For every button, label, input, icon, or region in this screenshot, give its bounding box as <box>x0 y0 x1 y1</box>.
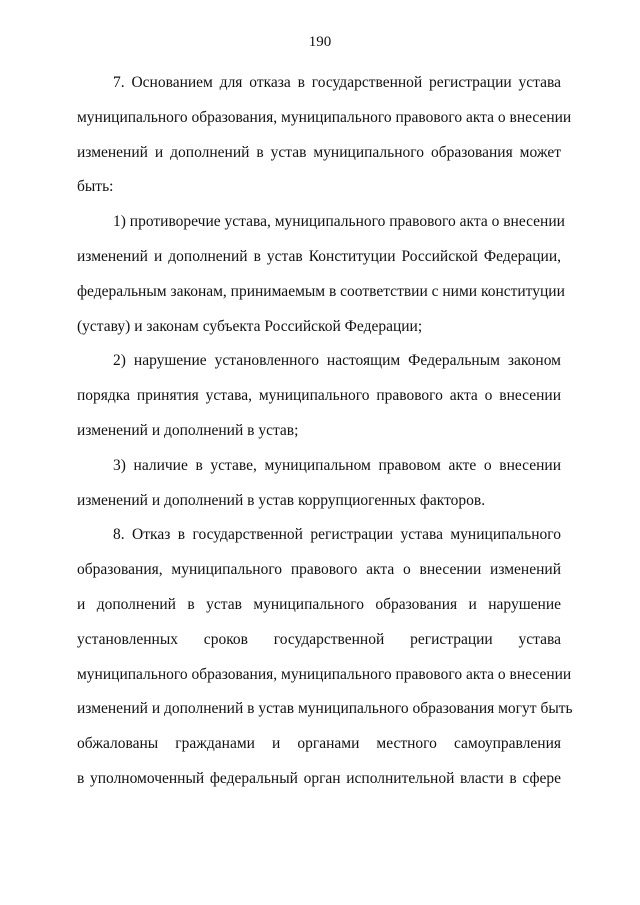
text-line: 8. Отказ в государственной регистрации устава муниципального <box>113 526 561 544</box>
paragraph-7-item-2 <box>77 344 561 448</box>
text-line: и дополнений в устав муниципального образования и нарушение <box>77 595 561 613</box>
text-line: обжалованы гражданами и органами местного самоуправления <box>77 735 561 753</box>
text-line: изменений и дополнений в устав Конституции Российской Федерации, <box>77 247 561 265</box>
text-line: 2) нарушение установленного настоящим Федеральным законом <box>113 352 561 370</box>
text-line: муниципального образования, муниципального правового акта о внесении <box>77 665 572 683</box>
text-line: установленных сроков государственной регистрации устава <box>77 630 561 648</box>
text-line: порядка принятия устава, муниципального правового акта о внесении <box>77 387 561 405</box>
text-line: образования, муниципального правового акта о внесении изменений <box>77 561 561 579</box>
text-line: изменений и дополнений в устав; <box>77 421 299 439</box>
text-line: 3) наличие в уставе, муниципальном правовом акте о внесении <box>113 456 561 474</box>
text-line: изменений и дополнений в устав муниципального образования могут быть <box>77 700 573 718</box>
paragraph-7-item-1 <box>77 205 565 344</box>
paragraph-7 <box>77 66 572 205</box>
paragraph-8 <box>77 518 573 796</box>
text-line: 7. Основанием для отказа в государственной регистрации устава <box>113 74 561 91</box>
text-line: изменений и дополнений в устав коррупциогенных факторов. <box>77 491 486 509</box>
text-line: (уставу) и законам субъекта Российской Федерации; <box>77 317 423 335</box>
document-body <box>77 66 573 797</box>
text-line: муниципального образования, муниципального правового акта о внесении <box>77 108 572 126</box>
text-line: быть: <box>77 178 114 196</box>
text-line: изменений и дополнений в устав муниципального образования может <box>77 143 561 161</box>
page-number: 190 <box>308 34 332 50</box>
paragraph-7-item-3 <box>77 449 561 519</box>
text-line: в уполномоченный федеральный орган исполнительной власти в сфере <box>77 769 561 787</box>
text-line: 1) противоречие устава, муниципального правового акта о внесении <box>113 213 565 231</box>
text-line: федеральным законам, принимаемым в соответствии с ними конституции <box>77 282 565 300</box>
